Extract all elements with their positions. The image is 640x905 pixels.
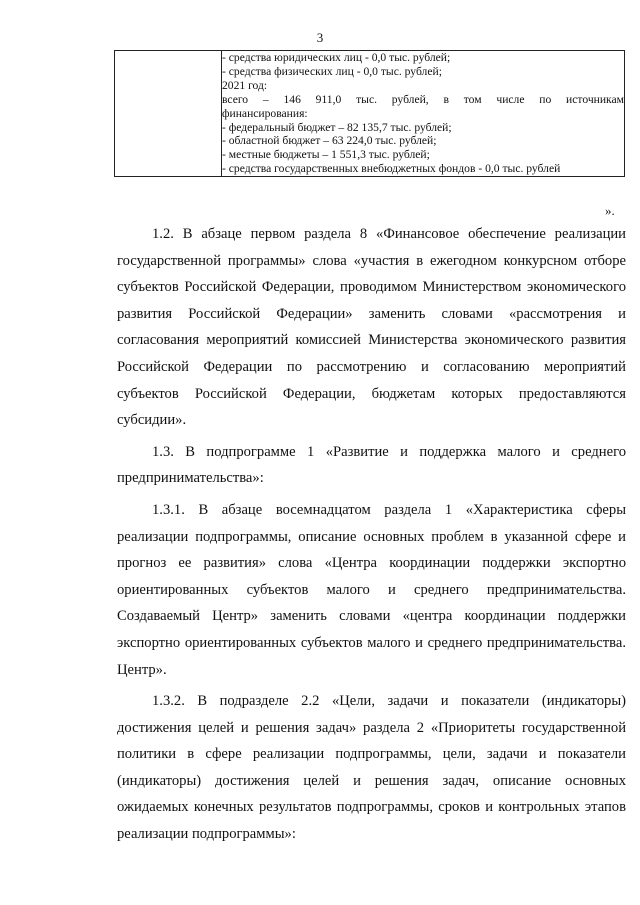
document-body bbox=[117, 221, 626, 848]
table-line: финансирования: bbox=[222, 106, 308, 120]
table-line: всего – 146 911,0 тыс. рублей, в том числе по источникам bbox=[222, 92, 624, 106]
table-line: - средства юридических лиц - 0,0 тыс. рублей; bbox=[222, 51, 451, 64]
table-row bbox=[115, 51, 625, 177]
paragraph-1-2: 1.2. В абзаце первом раздела 8 «Финансовое обеспечение реализации государственной программы» слова «участия в ежегодном конкурсном отборе субъектов Российской Федерации, проводимом Министерством экономического развития Российской Федерации» заменить словами «рассмотрения и согласования мероприятий комиссией Министерства экономического развития Российской Федерации по рассмотрению и согласованию мероприятий субъектов Российской Федерации, бюджетам которых предоставляются субсидии». bbox=[117, 226, 626, 429]
closing-quote: ». bbox=[605, 203, 615, 218]
empty-cell bbox=[115, 51, 222, 177]
paragraph-1-3: 1.3. В подпрограмме 1 «Развитие и поддержка малого и среднего предпринимательства»: bbox=[117, 443, 626, 487]
page-number: 3 bbox=[316, 30, 324, 45]
paragraph-1-3-1: 1.3.1. В абзаце восемнадцатом раздела 1 «Характеристика сферы реализации подпрограммы, описание основных проблем в указанной сфере и прогноз ее развития» слова «Центра координации поддержки экспортно ориентированных субъектов малого и среднего предпринимательства. Создаваемый Центр» заменить словами «центра координации поддержки экспортно ориентированных субъектов малого и среднего предпринимательства. Центр». bbox=[117, 501, 626, 678]
table-line: - средства физических лиц - 0,0 тыс. рублей; bbox=[222, 64, 442, 78]
table-line: - средства государственных внебюджетных фондов - 0,0 тыс. рублей bbox=[222, 162, 561, 176]
financing-cell bbox=[222, 51, 625, 177]
paragraph-1-3-2: 1.3.2. В подразделе 2.2 «Цели, задачи и показатели (индикаторы) достижения целей и решения задач» раздела 2 «Приоритеты государственной политики в сфере реализации подпрограммы, цели, задачи и показатели (индикаторы) достижения целей и решения задач, описание основных ожидаемых конечных результатов подпрограммы, сроков и контрольных этапов реализации подпрограммы»: bbox=[117, 693, 626, 843]
table-line: - местные бюджеты – 1 551,3 тыс. рублей; bbox=[222, 148, 430, 162]
table-line: 2021 год: bbox=[222, 78, 268, 92]
financing-table bbox=[114, 50, 625, 177]
table-line: - областной бюджет – 63 224,0 тыс. рублей; bbox=[222, 134, 437, 148]
table-line: - федеральный бюджет – 82 135,7 тыс. рублей; bbox=[222, 120, 452, 134]
